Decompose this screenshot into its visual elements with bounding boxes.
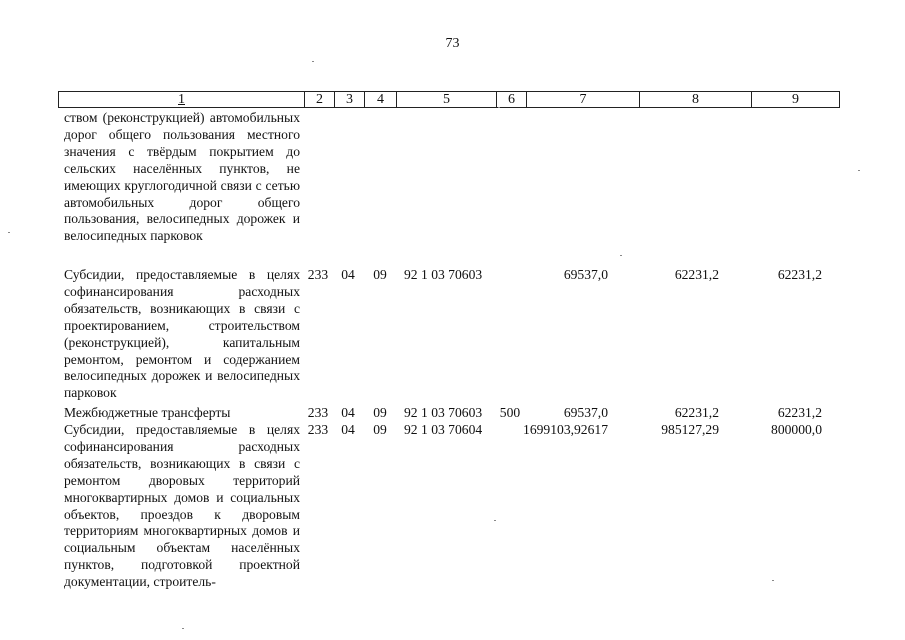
table-row-description: Субсидии, предоставляемые в целях софинансирования расходных обязательств, возникающих в связи с проектированием, строительством (реконструкцией), капитальным ремонтом, ремонтом и содержанием велосипедных дорожек и велосипедных парковок <box>64 267 300 401</box>
header-col-1-label: 1 <box>178 92 185 107</box>
cell-col8: 62231,2 <box>674 267 719 282</box>
cell-col8: 62231,2 <box>674 405 719 420</box>
header-col-2: 2 <box>304 92 334 107</box>
scan-speck <box>772 580 774 581</box>
table-row-description: ством (реконструкцией) автомобильных дорог общего пользования местного значения с твёрдым покрытием до сельских населённых пунктов, не имеющих круглогодичной связи с сетью автомобильных дорог общего пользования, велосипедных дорожек и велосипедных парковок <box>64 110 300 244</box>
cell-col4: 09 <box>373 405 387 420</box>
cell-col9: 62231,2 <box>777 405 822 420</box>
cell-col3: 04 <box>341 422 355 437</box>
cell-col4: 09 <box>373 422 387 437</box>
header-col-3: 3 <box>334 92 364 107</box>
header-col-1 <box>59 92 304 107</box>
scan-speck <box>620 255 622 256</box>
header-col-5: 5 <box>396 92 496 107</box>
cell-col2: 233 <box>307 422 329 437</box>
header-col-6: 6 <box>496 92 526 107</box>
scan-speck <box>8 232 10 233</box>
page-number: 73 <box>445 36 460 51</box>
cell-col2: 233 <box>307 267 329 282</box>
cell-col2: 233 <box>307 405 329 420</box>
cell-col5: 92 1 03 70603 <box>404 267 483 282</box>
scan-speck <box>498 107 500 108</box>
scan-speck <box>494 520 496 521</box>
header-col-9: 9 <box>751 92 839 107</box>
header-col-7: 7 <box>526 92 639 107</box>
cell-col7: 1699103,92617 <box>523 422 608 437</box>
scan-speck <box>312 61 314 62</box>
cell-col7: 69537,0 <box>563 405 608 420</box>
table-header-row <box>58 91 840 108</box>
cell-col6: 500 <box>499 405 521 420</box>
cell-col4: 09 <box>373 267 387 282</box>
header-col-8: 8 <box>639 92 751 107</box>
table-row-description: Межбюджетные трансферты <box>64 405 231 420</box>
cell-col7: 69537,0 <box>563 267 608 282</box>
cell-col8: 985127,29 <box>661 422 719 437</box>
cell-col3: 04 <box>341 267 355 282</box>
scan-speck <box>182 628 184 629</box>
table-row-description: Субсидии, предоставляемые в целях софинансирования расходных обязательств, возникающих в связи с ремонтом дворовых территорий многоквартирных домов и социальных объектов, проездов к дворовым территориям многоквартирных домов и социальным объектам населённых пунктов, подготовкой проектной документации, строитель- <box>64 422 300 590</box>
cell-col9: 62231,2 <box>777 267 822 282</box>
cell-col5: 92 1 03 70603 <box>404 405 483 420</box>
cell-col5: 92 1 03 70604 <box>404 422 483 437</box>
cell-col9: 800000,0 <box>771 422 822 437</box>
header-col-4: 4 <box>364 92 396 107</box>
scan-speck <box>858 170 860 171</box>
cell-col3: 04 <box>341 405 355 420</box>
